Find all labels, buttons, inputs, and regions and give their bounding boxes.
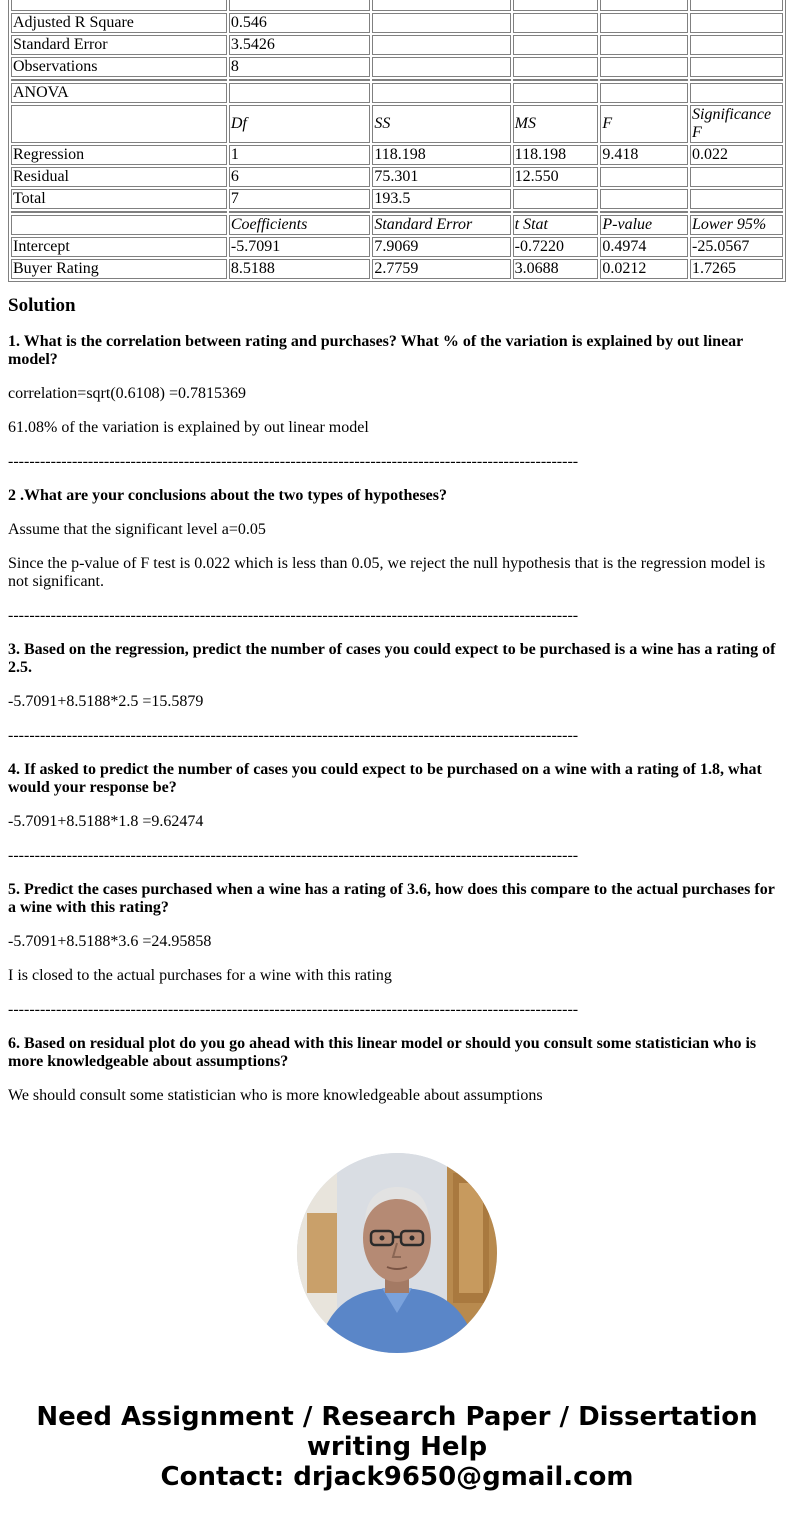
stat-value: 3.5426 (229, 35, 370, 55)
table-row: Total 7 193.5 (11, 189, 783, 209)
question-2: 2 .What are your conclusions about the two types of hypotheses? (8, 487, 447, 504)
separator-line: ----------------------------------------------------------------------------------------------------------- (8, 847, 579, 864)
table-row: Intercept -5.7091 7.9069 -0.7220 0.4974 -25.0567 (11, 237, 783, 257)
separator-line: ----------------------------------------------------------------------------------------------------------- (8, 727, 579, 744)
row-label: Total (11, 189, 227, 209)
contact-email: Contact: drjack9650@gmail.com (160, 1462, 634, 1492)
answer-text: -5.7091+8.5188*1.8 =9.62474 (8, 813, 204, 830)
separator-line: ----------------------------------------------------------------------------------------------------------- (8, 607, 579, 624)
coef-header-row (11, 215, 783, 235)
answer-text: Assume that the significant level a=0.05 (8, 521, 266, 538)
answer-text: 61.08% of the variation is explained by out linear model (8, 419, 369, 436)
column-header: Significance F (690, 105, 783, 143)
table-separator (11, 79, 783, 81)
anova-header-row (11, 105, 783, 143)
column-header: t Stat (513, 215, 599, 235)
stat-value: 8 (229, 57, 370, 77)
row-label: Intercept (11, 237, 227, 257)
row-label: Buyer Rating (11, 259, 227, 279)
table-row (11, 13, 783, 33)
footer-line: writing Help (306, 1432, 488, 1462)
solution-section (8, 287, 786, 1121)
avatar (297, 1153, 497, 1353)
footer-line: Need Assignment / Research Paper / Dissertation (36, 1402, 758, 1432)
answer-text: -5.7091+8.5188*3.6 =24.95858 (8, 933, 212, 950)
answer-text: -5.7091+8.5188*2.5 =15.5879 (8, 693, 204, 710)
table-separator (11, 211, 783, 213)
table-row (11, 35, 783, 55)
regression-output-table (8, 0, 786, 282)
answer-text: I is closed to the actual purchases for a wine with this rating (8, 967, 392, 984)
question-5: 5. Predict the cases purchased when a wine has a rating of 3.6, how does this compare to the actual purchases for a wine with this rating? (8, 881, 775, 916)
answer-text: We should consult some statistician who is more knowledgeable about assumptions (8, 1087, 543, 1104)
column-header: Coefficients (229, 215, 370, 235)
stat-label: Standard Error (11, 35, 227, 55)
anova-label: ANOVA (11, 83, 227, 103)
row-label: Regression (11, 145, 227, 165)
row-label: Residual (11, 167, 227, 187)
stat-label: Adjusted R Square (11, 13, 227, 33)
column-header: SS (372, 105, 510, 143)
solution-heading: Solution (8, 295, 76, 316)
table-row: Buyer Rating 8.5188 2.7759 3.0688 0.0212 1.7265 (11, 259, 783, 279)
table-row: Regression 1 118.198 118.198 9.418 0.022 (11, 145, 783, 165)
column-header: Lower 95% (690, 215, 783, 235)
separator-line: ----------------------------------------------------------------------------------------------------------- (8, 453, 579, 470)
answer-text: Since the p-value of F test is 0.022 which is less than 0.05, we reject the null hypothesis that is the regression model is not significant. (8, 555, 766, 590)
column-header: P-value (600, 215, 688, 235)
column-header: Df (229, 105, 370, 143)
question-3: 3. Based on the regression, predict the number of cases you could expect to be purchased is a wine has a rating of 2.5. (8, 641, 776, 676)
table-row (11, 0, 783, 11)
column-header: F (600, 105, 688, 143)
stat-label: Observations (11, 57, 227, 77)
person-portrait-icon (297, 1153, 497, 1353)
table-row (11, 83, 783, 103)
stat-value: 0.546 (229, 13, 370, 33)
table-row: Residual 6 75.301 12.550 (11, 167, 783, 187)
question-6: 6. Based on residual plot do you go ahead with this linear model or should you consult some statistician who is more knowledgeable about assumptions? (8, 1035, 757, 1070)
contact-footer (0, 1402, 794, 1492)
question-4: 4. If asked to predict the number of cases you could expect to be purchased on a wine with a rating of 1.8, what would your response be? (8, 761, 762, 796)
question-1: 1. What is the correlation between rating and purchases? What % of the variation is explained by out linear model? (8, 333, 743, 368)
column-header: MS (513, 105, 599, 143)
column-header: Standard Error (372, 215, 510, 235)
separator-line: ----------------------------------------------------------------------------------------------------------- (8, 1001, 579, 1018)
table-row (11, 57, 783, 77)
answer-text: correlation=sqrt(0.6108) =0.7815369 (8, 385, 246, 402)
